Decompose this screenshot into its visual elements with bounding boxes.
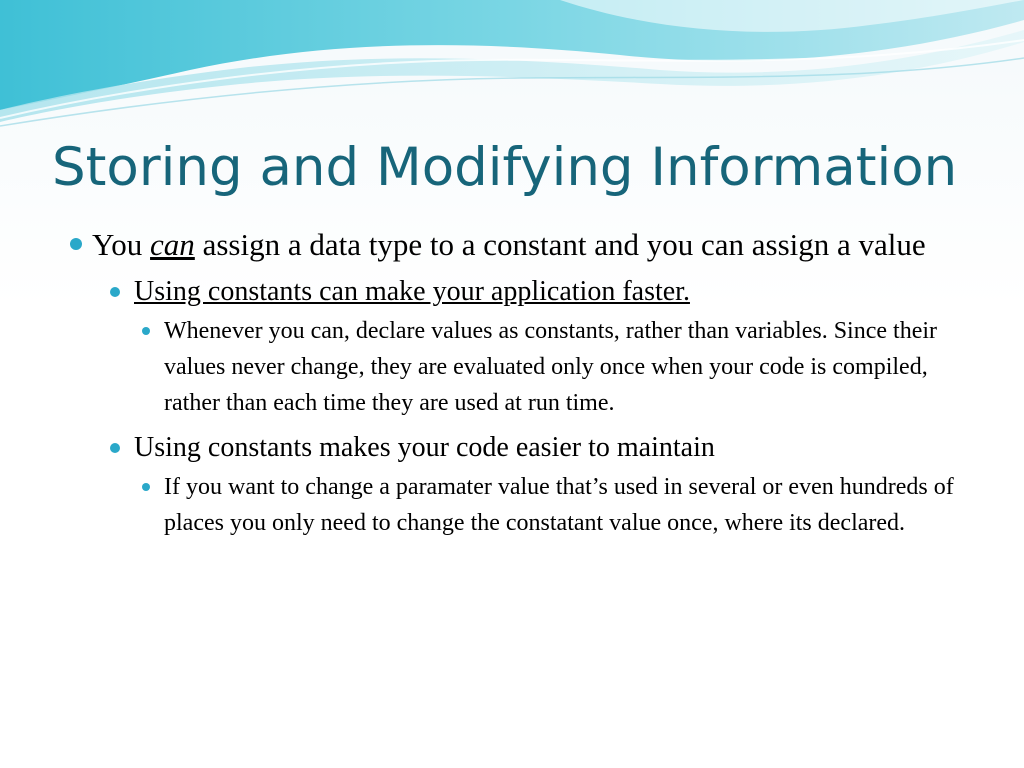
bullet-text-emphasis: can [150,227,195,262]
bullet-list [60,222,980,549]
sub-bullet-text: Using constants can make your application faster. [134,276,690,307]
sub-sub-bullet-item [164,313,980,421]
bullet-text-pre: You [92,227,151,262]
bullet-dot-icon [110,443,120,453]
bullet-item [60,222,980,267]
wave-header-decoration [0,0,1024,130]
bullet-dot-icon [110,287,120,297]
sub-bullet-text: Using constants makes your code easier to maintain [134,432,715,463]
bullet-text-post: assign a data type to a constant and you can assign a value [194,227,926,262]
bullet-dot-icon [70,238,82,250]
sub-sub-bullet-text: If you want to change a paramater value that’s used in several or even hundreds of places you only need to change the constatant value once, where its declared. [164,474,954,536]
sub-sub-bullet-item [164,469,980,541]
sub-bullet-item [134,429,980,467]
slide-title: Storing and Modifying Information [52,137,958,198]
sub-sub-bullet-text: Whenever you can, declare values as constants, rather than variables. Since their values never change, they are evaluated only once when your code is compiled, rather than each time they are used at run time. [164,318,938,416]
bullet-dot-icon [142,483,150,491]
bullet-dot-icon [142,327,150,335]
sub-bullet-item [134,273,980,311]
